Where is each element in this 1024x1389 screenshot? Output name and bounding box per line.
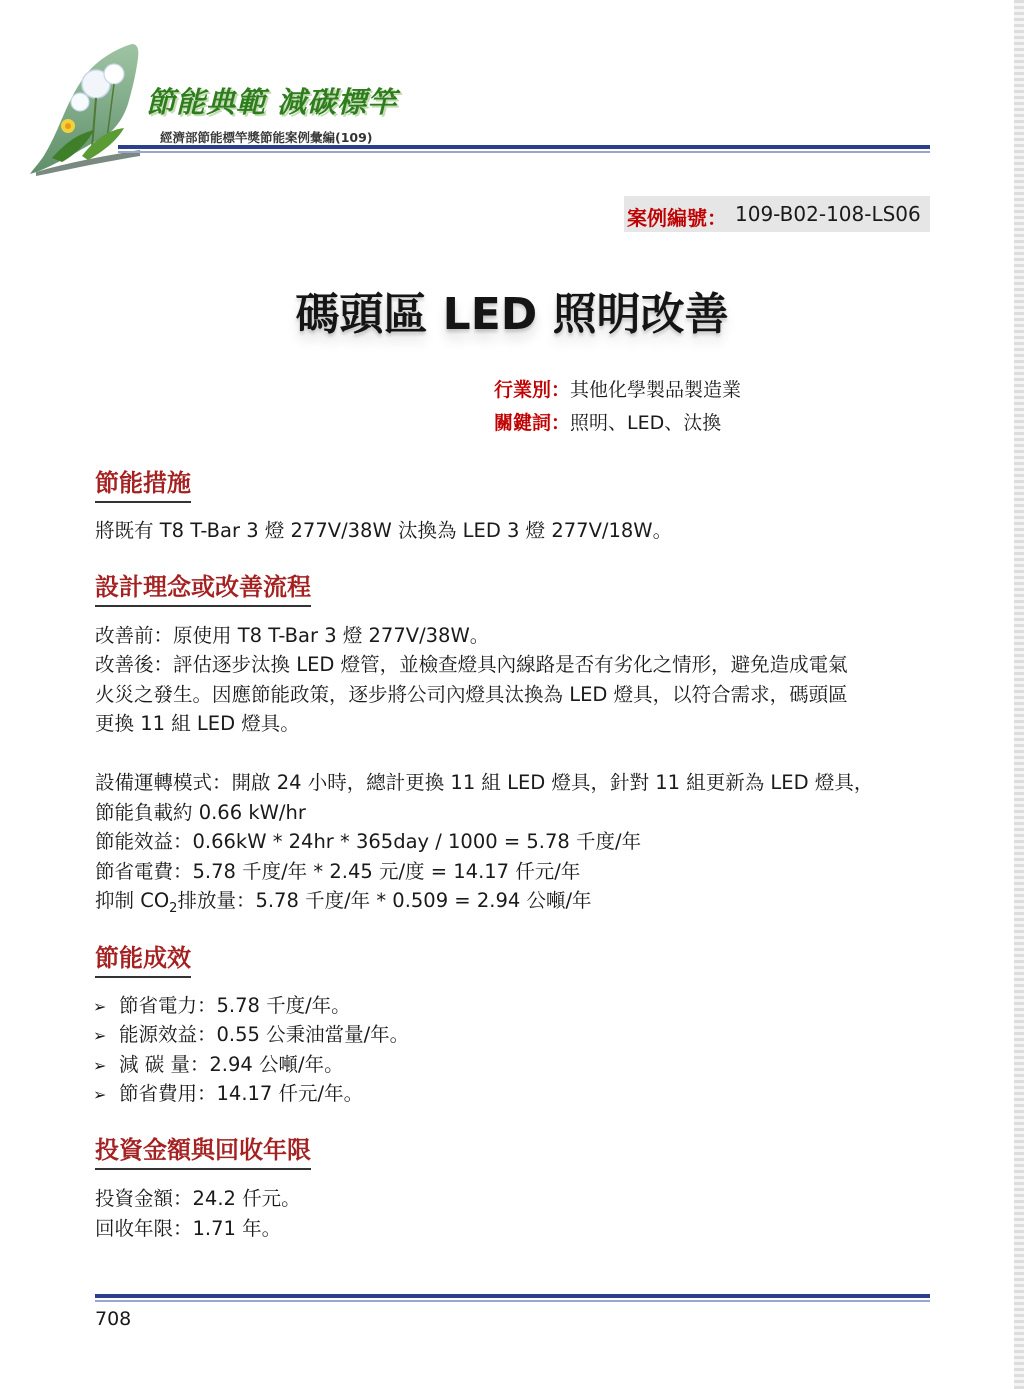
co2-suffix: 排放量：5.78 千度/年 * 0.509 = 2.94 公噸/年 — [177, 889, 592, 912]
keywords-value: 照明、LED、汰換 — [570, 412, 722, 434]
measure-text: 將既有 T8 T-Bar 3 燈 277V/38W 汰換為 LED 3 燈 277V/18W。 — [95, 519, 673, 542]
industry-value: 其他化學製品製造業 — [570, 379, 742, 401]
design-line: 火災之發生。因應節能政策，逐步將公司內燈具汰換為 LED 燈具，以符合需求，碼頭區 — [95, 683, 848, 706]
result-item-text: 節省電力：5.78 千度/年。 — [119, 994, 351, 1017]
design-line: 改善前：原使用 T8 T-Bar 3 燈 277V/38W。 — [95, 624, 490, 647]
design-line: 節能負載約 0.66 kW/hr — [95, 801, 306, 824]
arrow-bullet-icon: ➢ — [93, 997, 107, 1016]
results-heading-text: 節能成效 — [95, 944, 191, 972]
section-heading-results — [95, 943, 191, 978]
design-line: 更換 11 組 LED 燈具。 — [95, 712, 300, 735]
industry-label: 行業別： — [494, 379, 571, 401]
section-heading-design: 設計理念或改善流程 — [95, 572, 311, 607]
keywords-line — [494, 408, 721, 435]
result-item — [93, 991, 351, 1022]
investment-line: 投資金額：24.2 仟元。 — [95, 1187, 301, 1210]
result-item-text: 減 碳 量：2.94 公噸/年。 — [119, 1053, 344, 1076]
result-item — [93, 1050, 344, 1081]
page-edge-strip — [1014, 0, 1024, 1389]
brand-subtitle: 經濟部節能標竿獎節能案例彙編(109) — [160, 130, 373, 145]
brand-title: 節能典範 減碳標竿 — [146, 85, 398, 119]
co2-prefix: 抑制 CO — [95, 889, 170, 912]
result-item-text: 能源效益：0.55 公秉油當量/年。 — [119, 1023, 410, 1046]
page-title: 碼頭區 LED 照明改善 — [295, 289, 729, 340]
result-item — [93, 1020, 409, 1051]
arrow-bullet-icon: ➢ — [93, 1026, 107, 1045]
design-line: 節省電費：5.78 千度/年 * 2.45 元/度 = 14.17 仟元/年 — [95, 860, 581, 883]
footer-rule-thin — [95, 1300, 930, 1302]
page-number: 708 — [95, 1308, 132, 1330]
design-line: 設備運轉模式：開啟 24 小時，總計更換 11 組 LED 燈具，針對 11 組更新為 LED 燈具， — [95, 771, 874, 794]
header-rule-thin — [118, 151, 930, 153]
industry-line — [494, 375, 741, 402]
result-item — [93, 1079, 363, 1110]
section-heading-measure: 節能措施 — [95, 468, 191, 503]
arrow-bullet-icon: ➢ — [93, 1085, 107, 1104]
co2-subscript: 2 — [169, 900, 178, 916]
co2-line — [95, 886, 592, 923]
keywords-label: 關鍵詞： — [494, 412, 571, 434]
arrow-bullet-icon: ➢ — [93, 1056, 107, 1075]
header-rule — [118, 145, 930, 149]
section-heading-investment: 投資金額與回收年限 — [95, 1135, 311, 1170]
footer-rule — [95, 1294, 930, 1298]
result-item-text: 節省費用：14.17 仟元/年。 — [119, 1082, 364, 1105]
design-line: 改善後：評估逐步汰換 LED 燈管，並檢查燈具內線路是否有劣化之情形，避免造成電氣 — [95, 653, 848, 676]
design-line: 節能效益：0.66kW * 24hr * 365day / 1000 = 5.78 千度/年 — [95, 830, 642, 853]
investment-line: 回收年限：1.71 年。 — [95, 1217, 282, 1240]
case-number-label: 案例編號： — [627, 206, 727, 230]
case-number-value: 109-B02-108-LS06 — [735, 202, 921, 226]
